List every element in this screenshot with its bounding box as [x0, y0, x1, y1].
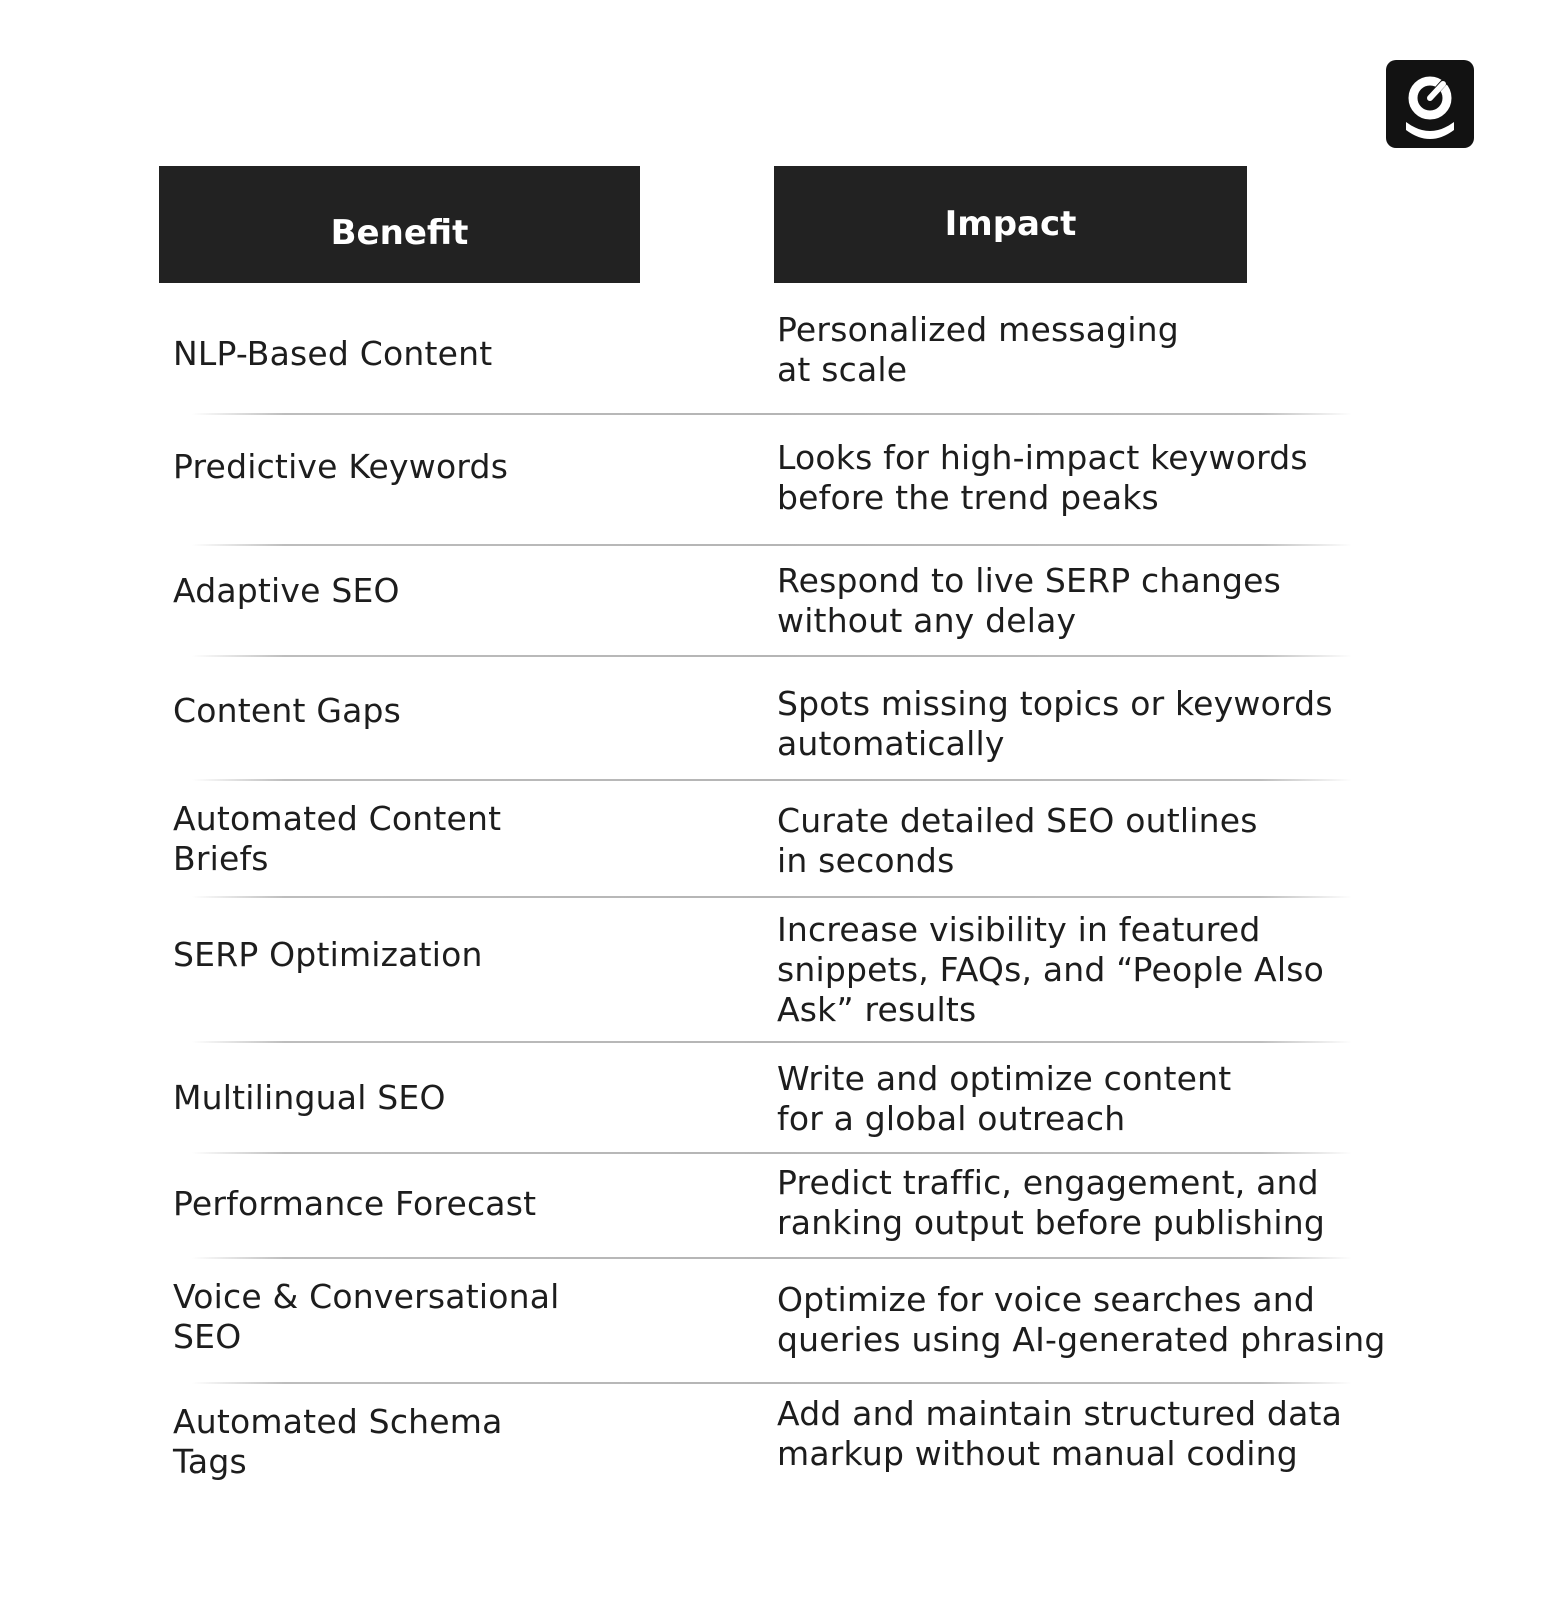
impact-cell: Spots missing topics or keywords automatically — [777, 684, 1333, 763]
benefit-cell: Voice & Conversational SEO — [173, 1277, 560, 1356]
benefit-cell: Predictive Keywords — [173, 447, 509, 486]
impact-cell: Looks for high-impact keywords before the trend peaks — [777, 438, 1308, 517]
impact-cell: Optimize for voice searches and queries using AI-generated phrasing — [777, 1280, 1386, 1359]
column-header-benefit: Benefit — [159, 166, 640, 283]
benefit-cell: Automated Schema Tags — [173, 1402, 503, 1481]
row-divider — [192, 544, 1352, 546]
row-divider — [192, 896, 1352, 898]
benefit-cell: SERP Optimization — [173, 935, 483, 974]
benefit-cell: Performance Forecast — [173, 1184, 537, 1223]
impact-cell: Curate detailed SEO outlines in seconds — [777, 801, 1258, 880]
row-divider — [192, 413, 1352, 415]
impact-cell: Personalized messaging at scale — [777, 310, 1179, 389]
impact-cell: Add and maintain structured data markup without manual coding — [777, 1394, 1343, 1473]
row-divider — [192, 1152, 1352, 1154]
benefit-cell: Multilingual SEO — [173, 1078, 446, 1117]
row-divider — [192, 1257, 1352, 1259]
brand-g-logo-icon — [1386, 60, 1474, 148]
impact-cell: Predict traffic, engagement, and ranking output before publishing — [777, 1163, 1326, 1242]
impact-cell: Increase visibility in featured snippets, FAQs, and “People Also Ask” results — [777, 910, 1324, 1029]
row-divider — [192, 779, 1352, 781]
row-divider — [192, 1041, 1352, 1043]
impact-cell: Respond to live SERP changes without any delay — [777, 561, 1282, 640]
benefit-cell: Content Gaps — [173, 691, 402, 730]
benefit-cell: NLP-Based Content — [173, 334, 493, 373]
row-divider — [192, 655, 1352, 657]
impact-cell: Write and optimize content for a global outreach — [777, 1059, 1232, 1138]
brand-logo — [1386, 60, 1474, 148]
column-header-impact: Impact — [774, 166, 1247, 283]
row-divider — [192, 1382, 1352, 1384]
benefit-cell: Automated Content Briefs — [173, 799, 502, 878]
benefit-cell: Adaptive SEO — [173, 571, 400, 610]
